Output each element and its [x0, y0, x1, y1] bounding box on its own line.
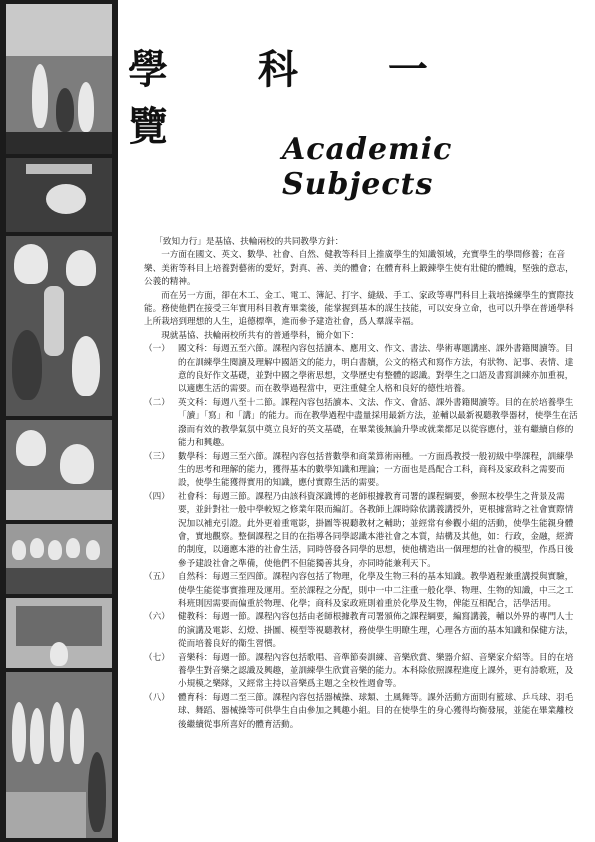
subject-text: 英文科：每週八至十二節。課程內容包括讀本、文法、作文、會話、課外書籍閱讀等。目的在於培養學生「讀」「寫」和「講」的能力。而在教學過程中盡量採用最新方法，並輔以最新視聽教學器材，使學生在活潑而有效的教學氣氛中奠立良好的英文基礎，在畢業後無論升學或就業都足以從容應付，並有繼續自修的能力和興趣。	[178, 397, 578, 449]
subject-number: （七）	[144, 652, 170, 663]
subject-item-physical-education	[144, 692, 580, 732]
subject-number: （四）	[144, 491, 170, 502]
intro-paragraph: 而在另一方面，卻在木工、金工、電工、簿記、打字、縫級、手工、家政等專門科目上栽培操練學生的實際技能。務使他們在接受三年實用科目教育畢業後，能掌握到基本的謀生技能，可以安身立命，也可以升學在普通學科上所栽培到理想的人生，追德標準，進而參予建造社會，爲人羣謀幸福。	[144, 290, 574, 328]
intro-motto: 「致知力行」是基協、扶輪兩校的共同教學方針：	[154, 237, 344, 247]
subject-number: （三）	[144, 451, 170, 462]
subject-text: 體育科：每週二至三節。課程內容包括器械操、球類、土風舞等。課外活動方面則有籃球、乒乓球、羽毛球、舞蹈、器械操等可供學生自由參加之興趣小組。目的在使學生的身心獲得均衡發展，並能在畢業離校後繼續從事所喜好的體育活動。	[178, 692, 574, 730]
subject-number: （一）	[144, 344, 170, 355]
subject-text: 音樂科：每週一節。課程內容包括歌唱、音準節奏訓練、音樂欣賞、樂器介紹、音樂家介紹等。目的在培養學生對音樂之認識及興趣，並訓練學生欣賞音樂的能力。本科除依照課程進度上課外，更有詩歌班，及小規模之樂隊，又經常主持以音樂爲主題之全校性週會等。	[178, 652, 574, 690]
subject-item-chinese	[144, 343, 580, 397]
subject-item-music	[144, 652, 580, 692]
page-title-english: Academic Subjects	[282, 132, 453, 202]
subject-text: 自然科：每週三至四節。課程內容包括了物理，化學及生物三科的基本知識。教學過程兼重講授與實驗，使學生能從事實推理及運用。至於課程之分配，則中一中二注重一般化學、物理、生物的知識，中三之工科班則因需要而偏重於物理、化學；商科及家政班則着重於化學及生物，俾能互相配合，活學活用。	[178, 572, 574, 609]
main-content	[144, 236, 580, 732]
subject-text: 健教科：每週一節。課程內容包括由老師根據教育司署頒佈之課程綱要，編寫講義，輔以外界的專門人士的演講及電影、幻燈、掛圖、模型等視聽教材，務使學生明瞭生理，心理各方面的基本知識和保健方法，從而培養良好的衞生習慣。	[178, 612, 574, 650]
photo-display-board	[6, 598, 112, 668]
subject-number: （六）	[144, 612, 170, 623]
intro-paragraph: 一方面在國文、英文、數學、社會、自然、健教等科目上推廣學生的知識領域，充實學生的學問修養；在音樂、美術等科目上培養對藝術的愛好，對真、善、美的體會；在體育科上鍛鍊學生使有壯健的體魄，堅強的意志，公義的精神。	[144, 250, 574, 288]
photo-classroom-board	[6, 158, 112, 232]
subject-item-social-studies	[144, 491, 580, 571]
subject-number: （八）	[144, 692, 170, 703]
subject-text: 社會科：每週三節。課程乃由該科資深識博的老師根據教育司署的課程綱要，參照本校學生之背景及需要，並針對社一般中學較短之修業年限而編訂。各教師上課時除依講義講授外，更根據當時之社會實際情況加以補充引證。此外更着重電影，掛圖等視聽教材之輔助；並經常有參觀小組的活動，使學生能親身體會，實地觀察。整個課程之目的在指導各同學認識本港社會之本質，結構及其他，如：行政，金融，經濟的制度，以適應本港的社會生活，同時啓發各同學的思想，使他構造出一個理想的社會的模型，作爲日後參予建設社會之準備，使他們不但能獨善其身，亦同時能兼利天下。	[178, 491, 574, 569]
subject-item-science	[144, 571, 580, 611]
subject-item-english	[144, 397, 580, 451]
photo-strip	[0, 0, 118, 842]
subject-item-mathematics	[144, 451, 580, 491]
subject-number: （五）	[144, 572, 170, 583]
intro-lead: 現就基協、扶輪兩校所共有的普通學科，簡介如下：	[161, 330, 359, 341]
subject-text: 國文科：每週五至六節。課程內容包括讀本、應用文、作文、書法、學術專題講座、課外書籍閱讀等。目的在訓練學生閱讀及理解中國語文的能力，明白書牘，公文的格式和寫作方法，有狀物、記事、表情、達意的良好作文基礎，並對中國之學術思想，文學歷史有整體的認識。對學生之口語及書寫訓練亦加重視，以適應生活的需要。而在教學過程當中，更注重健全人格和良好的德性培養。	[178, 344, 574, 395]
photo-students-study	[6, 420, 112, 520]
photo-lab-group	[6, 4, 112, 154]
photo-class-seated	[6, 524, 112, 594]
photo-chemistry-lab	[6, 236, 112, 416]
subject-text: 數學科：每週三至六節。課程內容包括普數學和商業算術兩種。一方面爲教授一般初級中學課程，訓練學生的思考和理解的能力，獲得基本的數學知識和理論；一方面也是爲配合工科，商科及家政科之需要而設，使學生能獲得實用的知識，應付實際生活的需要。	[178, 451, 574, 489]
photo-sports-group	[6, 672, 112, 838]
subject-item-health-education	[144, 611, 580, 651]
page-title-chinese: 學 科 一 覽	[128, 47, 466, 150]
subject-number: （二）	[144, 397, 170, 408]
